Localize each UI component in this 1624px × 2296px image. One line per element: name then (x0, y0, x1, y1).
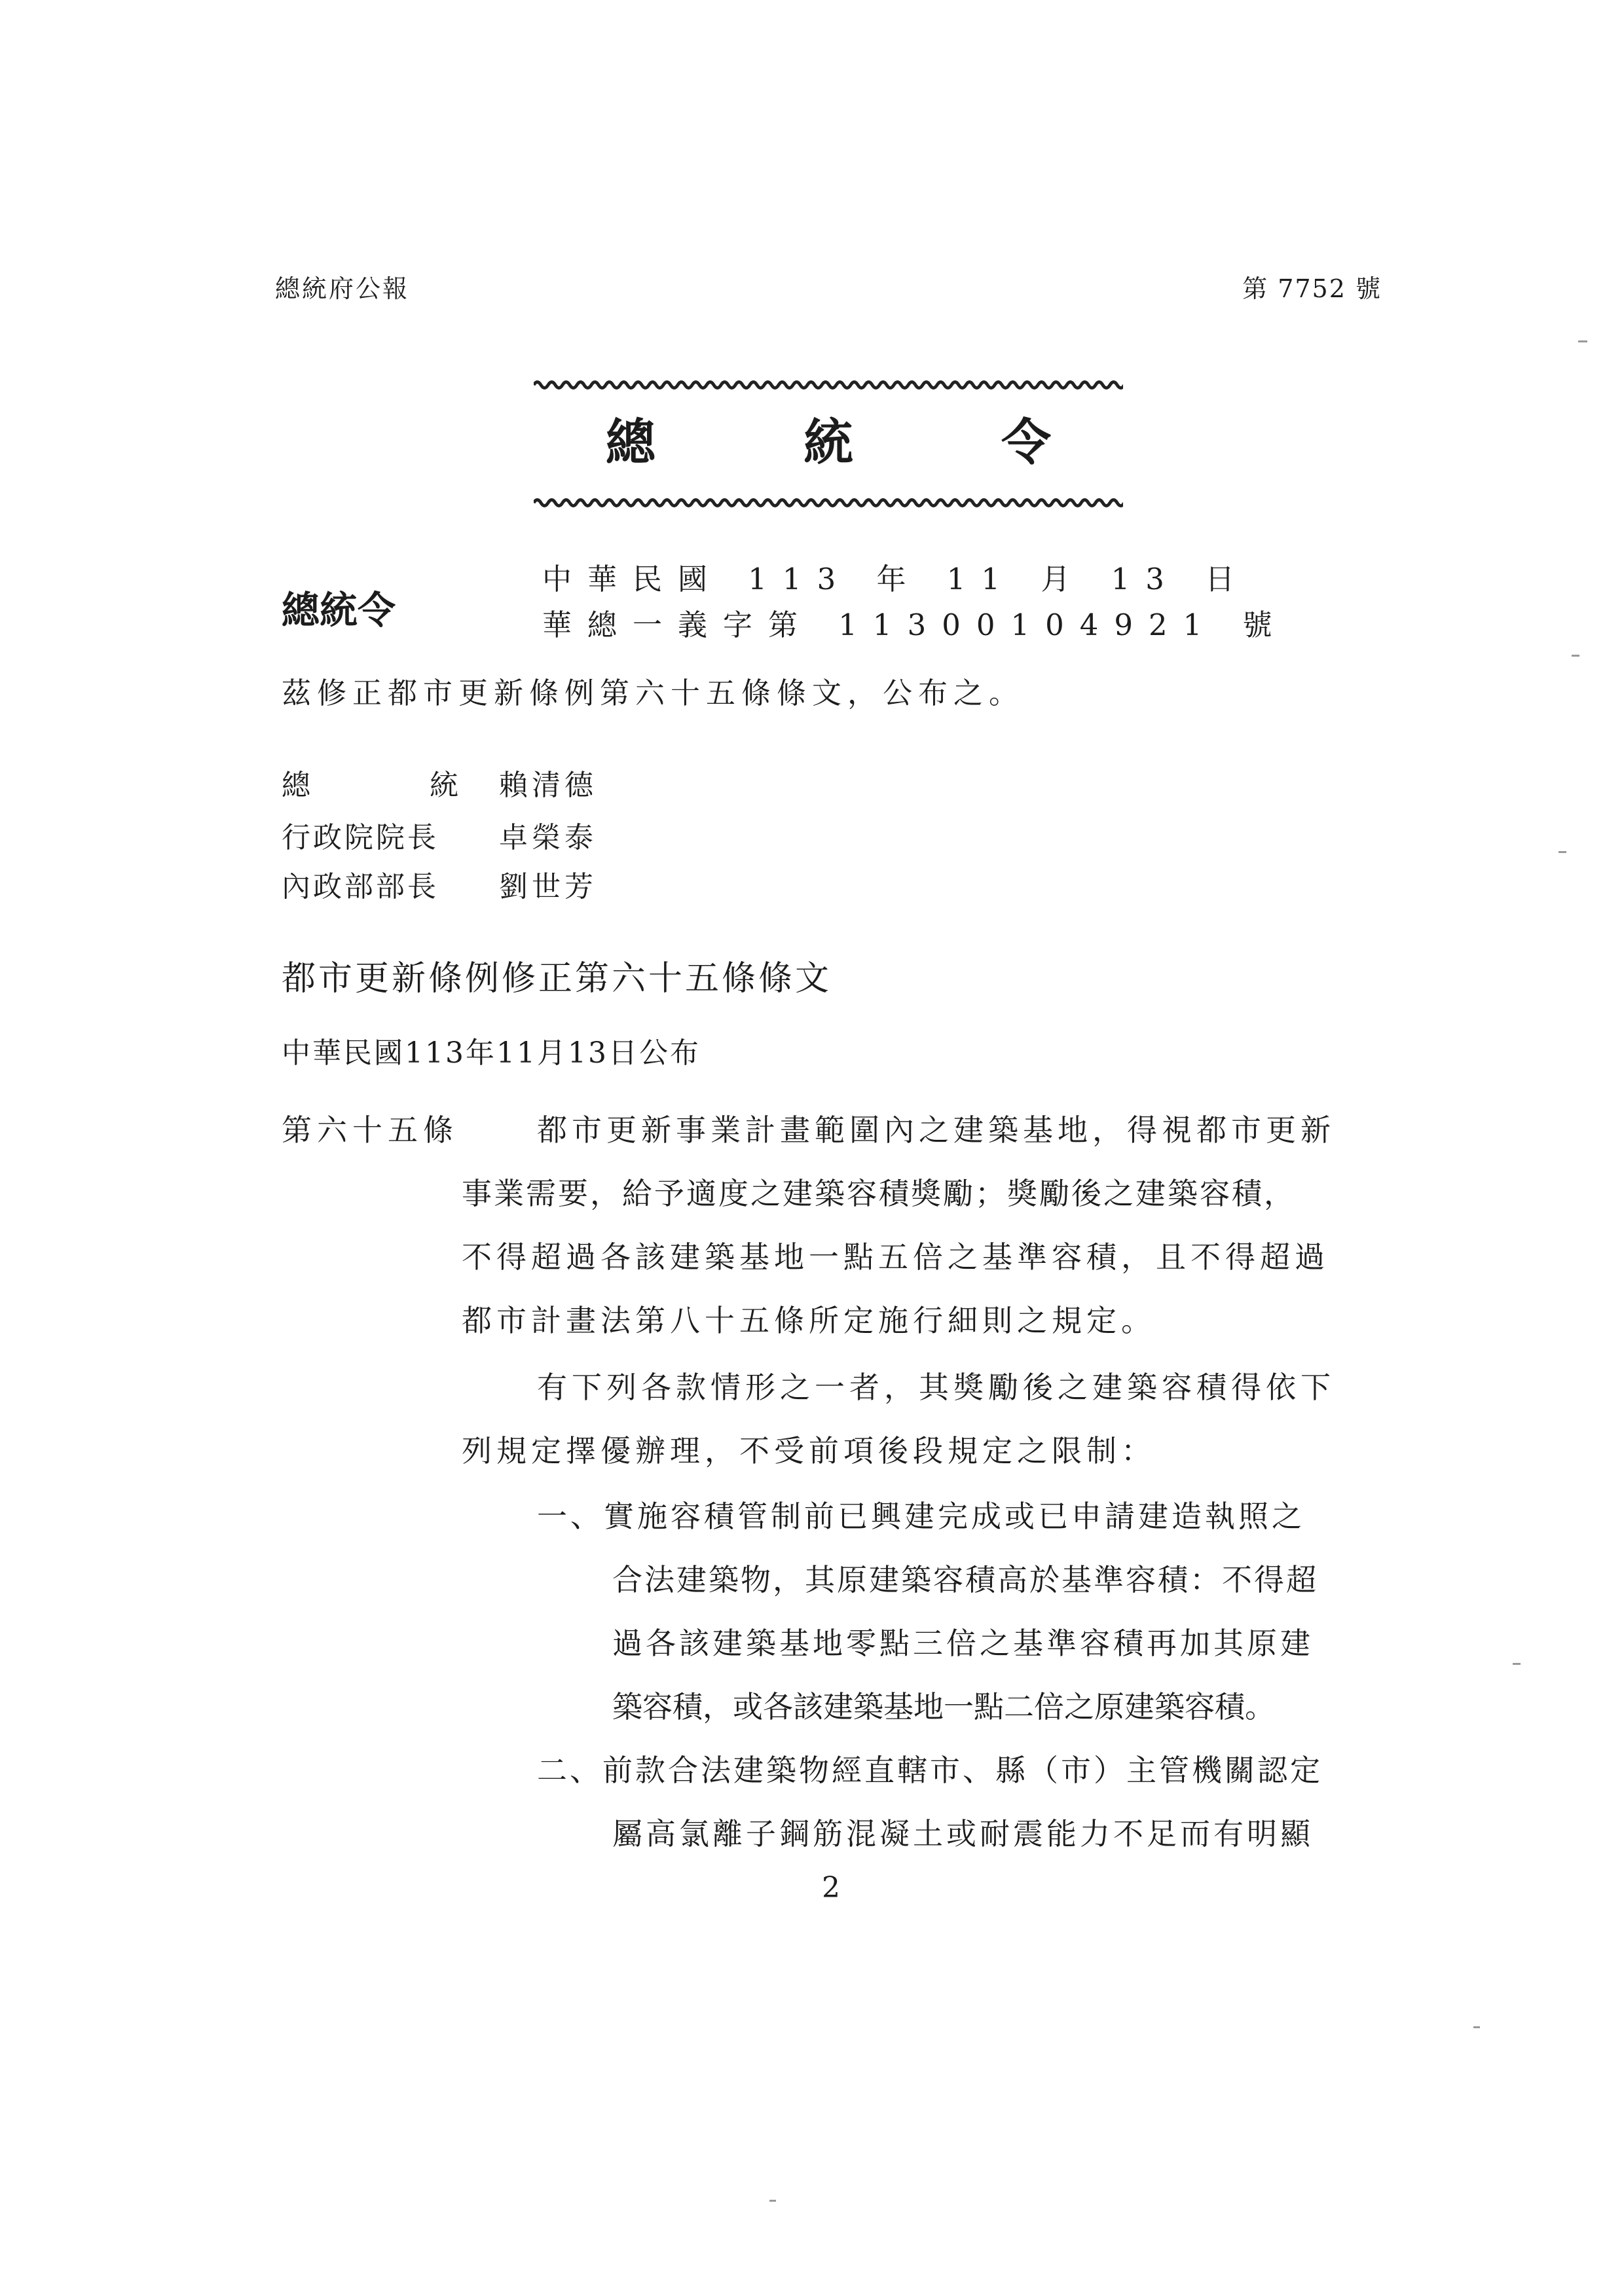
article-line: 二、前款合法建築物經直轄市、縣（市）主管機關認定 (537, 1753, 1323, 1788)
article-line: 不得超過各該建築基地一點五倍之基準容積，且不得超過 (462, 1239, 1329, 1275)
wavy-rule-bottom (534, 490, 1123, 516)
decree-text: 茲修正都市更新條例第六十五條條文，公布之。 (282, 676, 1025, 710)
publication-name: 總統府公報 (275, 274, 410, 303)
signatory-role-char: 總 (282, 769, 310, 802)
article-line: 一、實施容積管制前已興建完成或已申請建造執照之 (537, 1499, 1305, 1534)
article-line: 都市計畫法第八十五條所定施行細則之規定。 (462, 1303, 1156, 1338)
scan-speck (1572, 655, 1579, 657)
signatory-role (282, 761, 458, 803)
scan-speck (769, 2200, 776, 2202)
article-line: 事業需要，給予適度之建築容積獎勵；獎勵後之建築容積， (462, 1176, 1296, 1211)
banner-title (534, 403, 1123, 474)
scan-speck (1559, 851, 1566, 853)
scan-speck (1473, 2026, 1480, 2028)
signatory-role: 行政院院長 (282, 821, 439, 854)
banner-char: 令 (1001, 413, 1051, 471)
banner-char: 總 (606, 413, 655, 471)
scan-speck (1513, 1663, 1521, 1665)
article-line: 有下列各款情形之一者，其獎勵後之建築容積得依下 (537, 1370, 1335, 1405)
order-label: 總統令 (282, 588, 396, 632)
wavy-rule-top (534, 372, 1123, 398)
page-number: 2 (822, 1871, 840, 1904)
law-title: 都市更新條例修正第六十五條條文 (282, 959, 832, 998)
signatory-name: 卓榮泰 (499, 821, 597, 854)
promulgation-date: 中華民國113年11月13日公布 (282, 1036, 701, 1070)
signatory-name: 賴清德 (499, 769, 597, 802)
issue-number: 第 7752 號 (1242, 274, 1382, 303)
article-label: 第六十五條 (282, 1112, 458, 1148)
article-line: 過各該建築基地零點三倍之基準容積再加其原建 (612, 1626, 1314, 1661)
signatory-role: 內政部部長 (282, 870, 439, 903)
article-line: 列規定擇優辦理，不受前項後段規定之限制： (462, 1433, 1156, 1468)
signatory-name: 劉世芳 (499, 870, 597, 903)
article-line: 都市更新事業計畫範圍內之建築基地，得視都市更新 (537, 1112, 1335, 1148)
banner-char: 統 (803, 413, 853, 471)
signatory-role-char: 統 (430, 769, 458, 802)
order-number: 華總一義字第 11300104921 號 (542, 608, 1288, 642)
article-line: 築容積，或各該建築基地一點二倍之原建築容積。 (612, 1689, 1275, 1724)
article-line: 屬高氯離子鋼筋混凝土或耐震能力不足而有明顯 (612, 1816, 1314, 1851)
scan-speck (1578, 340, 1587, 342)
article-line: 合法建築物，其原建築容積高於基準容積：不得超 (612, 1562, 1318, 1597)
order-date: 中華民國 113 年 11 月 13 日 (542, 562, 1251, 596)
